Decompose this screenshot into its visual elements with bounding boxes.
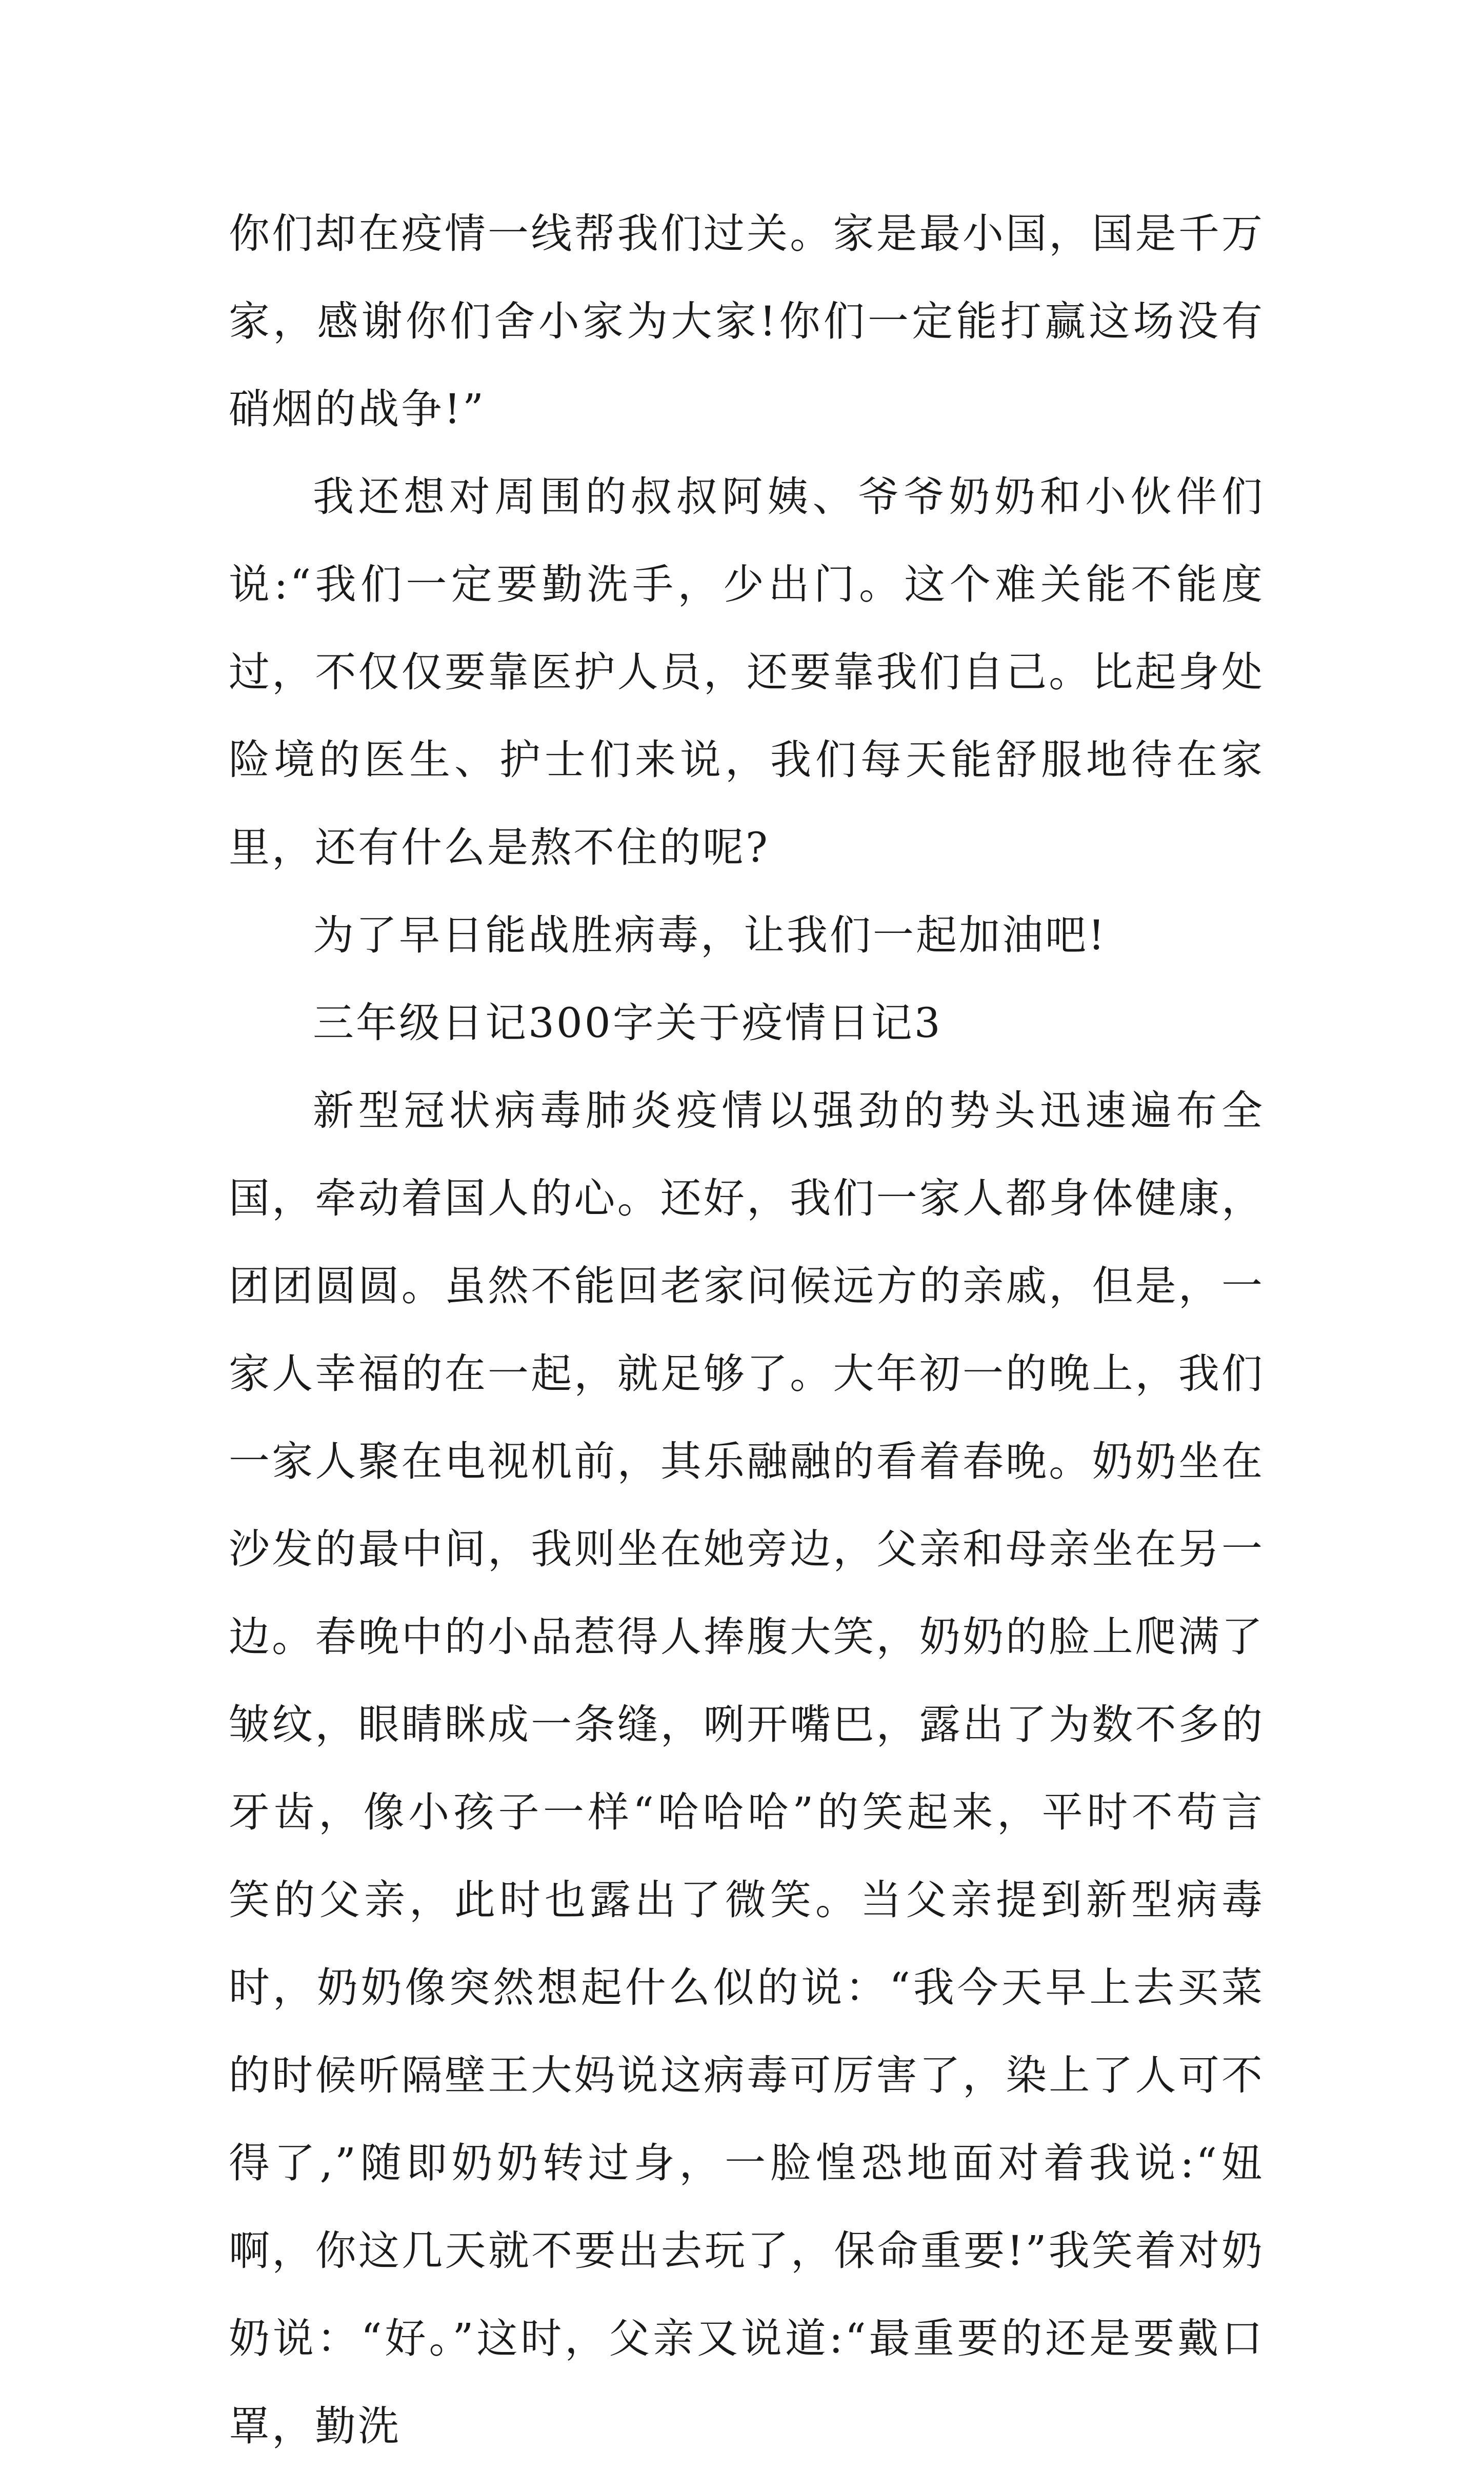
document-body [229, 190, 1265, 2470]
paragraph-3: 为了早日能战胜病毒，让我们一起加油吧! [313, 911, 1107, 959]
paragraph-1: 你们却在疫情一线帮我们过关。家是最小国，国是千万家，感谢你们舍小家为大家!你们一定能打赢这场没有硝烟的战争!” [229, 210, 1265, 433]
paragraph-2: 我还想对周围的叔叔阿姨、爷爷奶奶和小伙伴们说:“我们一定要勤洗手，少出门。这个难关能不能度过，不仅仅要靠医护人员，还要靠我们自己。比起身处险境的医生、护士们来说，我们每天能舒服地待在家里，还有什么是熬不住的呢? [229, 473, 1265, 871]
paragraph-4: 新型冠状病毒肺炎疫情以强劲的势头迅速遍布全国，牵动着国人的心。还好，我们一家人都身体健康，团团圆圆。虽然不能回老家问候远方的亲戚，但是，一家人幸福的在一起，就足够了。大年初一的晚上，我们一家人聚在电视机前，其乐融融的看着春晚。奶奶坐在沙发的最中间，我则坐在她旁边，父亲和母亲坐在另一边。春晚中的小品惹得人捧腹大笑，奶奶的脸上爬满了皱纹，眼睛眯成一条缝，咧开嘴巴，露出了为数不多的牙齿，像小孩子一样“哈哈哈”的笑起来，平时不苟言笑的父亲，此时也露出了微笑。当父亲提到新型病毒时，奶奶像突然想起什么似的说：“我今天早上去买菜的时候听隔壁王大妈说这病毒可厉害了，染上了人可不得了,”随即奶奶转过身，一脸惶恐地面对着我说:“妞啊，你这几天就不要出去玩了，保命重要!”我笑着对奶奶说：“好。”这时，父亲又说道:“最重要的还是要戴口罩，勤洗 [229, 1087, 1265, 2450]
section-heading: 三年级日记300字关于疫情日记3 [313, 999, 942, 1047]
